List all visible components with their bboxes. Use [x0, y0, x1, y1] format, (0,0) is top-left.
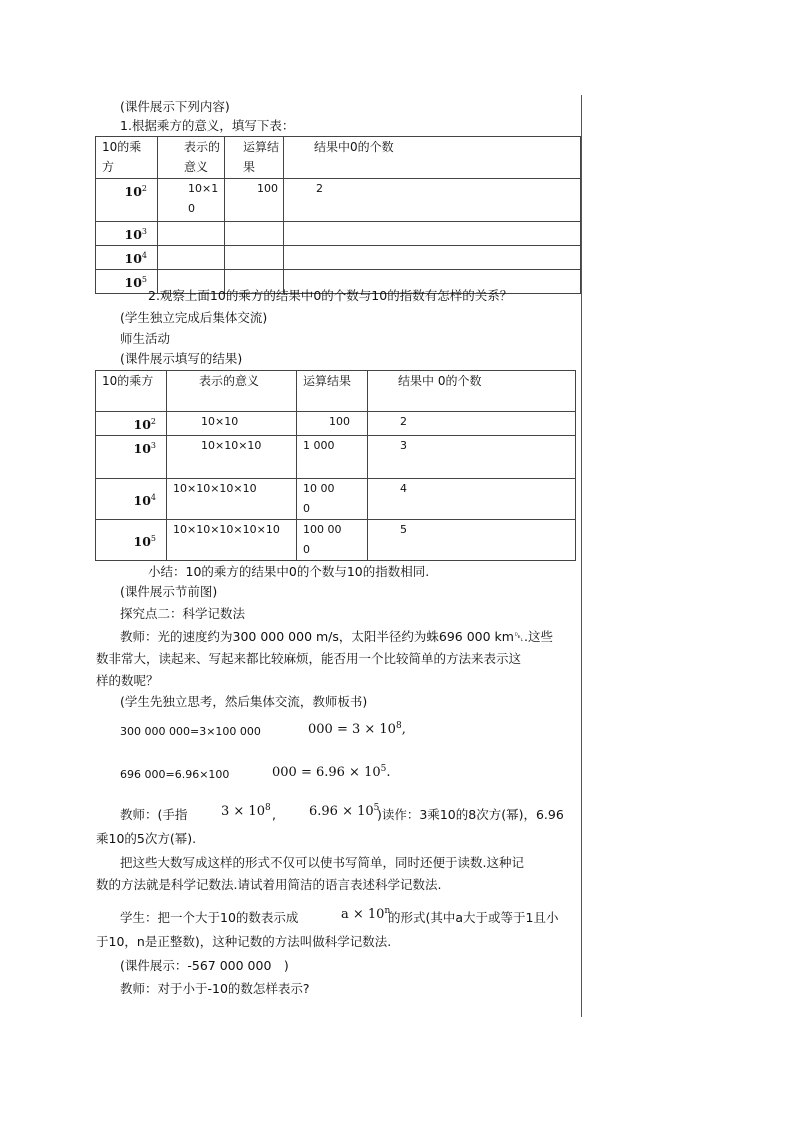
paragraph-line2: 数的方法就是科学记数法.请试着用简洁的语言表述科学记数法.: [96, 877, 442, 892]
note-results: (课件展示填写的结果): [120, 351, 243, 366]
table2-row-meaning: 10×10×10: [167, 436, 297, 479]
note-negative-number: (课件展示：-567 000 000 ): [120, 958, 289, 973]
table1-row-power: $10^2$: [96, 179, 158, 222]
section-heading-scientific-notation: 探究点二：科学记数法: [120, 606, 246, 621]
student-answer-suffix: 的形式(其中a大于或等于1且小: [388, 910, 559, 925]
teacher-point-prefix: 教师：(手指: [120, 807, 188, 822]
teacher-point-math-2: $6.96 \times 10^5$: [309, 803, 380, 819]
table2-row-result: 100 000: [297, 520, 368, 561]
table2-header-zeros: 结果中 0的个数: [368, 371, 576, 412]
paragraph-line1: 把这些大数写成这样的形式不仅可以使书写简单，同时还便于读数.这种记: [120, 855, 524, 870]
teacher-point-line2: 乘10的5次方(幂).: [96, 831, 197, 846]
table2-row-power: $10^2$: [96, 412, 167, 436]
page-right-border: [581, 95, 582, 1017]
table2-row-zeros: 2: [368, 412, 576, 436]
table1-header-zeros: 结果中0的个数: [284, 137, 581, 179]
question-1: 1.根据乘方的意义，填写下表：: [120, 118, 295, 133]
intro-note: (课件展示下列内容): [120, 99, 230, 114]
note-think: (学生先独立思考，然后集体交流，教师板书): [120, 694, 368, 709]
table2-header-meaning: 表示的意义: [167, 371, 297, 412]
table2-header-result: 运算结果: [297, 371, 368, 412]
table1-row-result: [225, 222, 284, 246]
table1-row-meaning: [158, 246, 225, 270]
table1-row-power: $10^3$: [96, 222, 158, 246]
equation-2-right: $000 = 6.96 \times 10^5$.: [272, 764, 391, 780]
equation-2-left: 696 000=6.96×100: [120, 768, 230, 781]
student-answer-line2: 于10，n是正整数)，这种记数的方法叫做科学记数法.: [96, 934, 392, 949]
power-table-blank: [95, 136, 581, 294]
table1-row-power: $10^4$: [96, 246, 158, 270]
table2-row-power: $10^5$: [96, 520, 167, 561]
equation-1-right: $000 = 3 \times 10^8$,: [308, 721, 406, 737]
table2-row-result: 1 000: [297, 436, 368, 479]
table2-row-power: $10^4$: [96, 479, 167, 520]
table1-row-power: $10^5$: [96, 270, 158, 294]
note-figure: (课件展示节前图): [120, 584, 218, 599]
table1-row-meaning: 10×10: [158, 179, 225, 222]
table1-header-meaning: 表示的意义: [158, 137, 225, 179]
question-2: 2.观察上面10的乘方的结果中0的个数与10的指数有怎样的关系？: [148, 288, 513, 303]
student-answer-math: $a \times 10^n$: [341, 906, 391, 922]
table2-row-result: 10 000: [297, 479, 368, 520]
teacher-question-line2: 数非常大，读起来、写起来都比较麻烦，能否用一个比较简单的方法来表示这: [96, 651, 522, 666]
equation-1-left: 300 000 000=3×100 000: [120, 725, 261, 738]
table2-row-meaning: 10×10×10×10: [167, 479, 297, 520]
table1-row-result: 100: [225, 179, 284, 222]
table2-row-result: 100: [297, 412, 368, 436]
table2-row-zeros: 4: [368, 479, 576, 520]
teacher-question-line1: 教师：光的速度约为300 000 000 m/s，太阳半径约为蛛696 000 km␡.这些: [120, 629, 553, 644]
teacher-point-suffix: )读作：3乘10的8次方(幂)，6.96: [377, 807, 564, 822]
teacher-question-line3: 样的数呢？: [96, 673, 159, 688]
note-independent: (学生独立完成后集体交流): [120, 310, 268, 325]
teacher-point-math-1: $3 \times 10^8$: [221, 803, 271, 819]
table1-row-zeros: 2: [284, 179, 581, 222]
table1-row-meaning: [158, 222, 225, 246]
summary: 小结：10的乘方的结果中0的个数与10的指数相同.: [148, 564, 430, 579]
table1-header-power: 10的乘方: [96, 137, 158, 179]
table1-row-result: [225, 246, 284, 270]
table2-row-zeros: 3: [368, 436, 576, 479]
table1-header-result: 运算结果: [225, 137, 284, 179]
teacher-point-sep: ,: [272, 807, 276, 822]
power-table-filled: [95, 370, 576, 561]
teacher-question-negative: 教师：对于小于-10的数怎样表示?: [120, 981, 310, 996]
table2-row-meaning: 10×10: [167, 412, 297, 436]
table2-header-power: 10的乘方: [96, 371, 167, 412]
table2-row-power: $10^3$: [96, 436, 167, 479]
table2-row-meaning: 10×10×10×10×10: [167, 520, 297, 561]
student-answer-prefix: 学生：把一个大于10的数表示成: [120, 910, 299, 925]
table2-row-zeros: 5: [368, 520, 576, 561]
activity-heading: 师生活动: [120, 331, 171, 346]
table1-row-zeros: [284, 246, 581, 270]
table1-row-zeros: [284, 222, 581, 246]
